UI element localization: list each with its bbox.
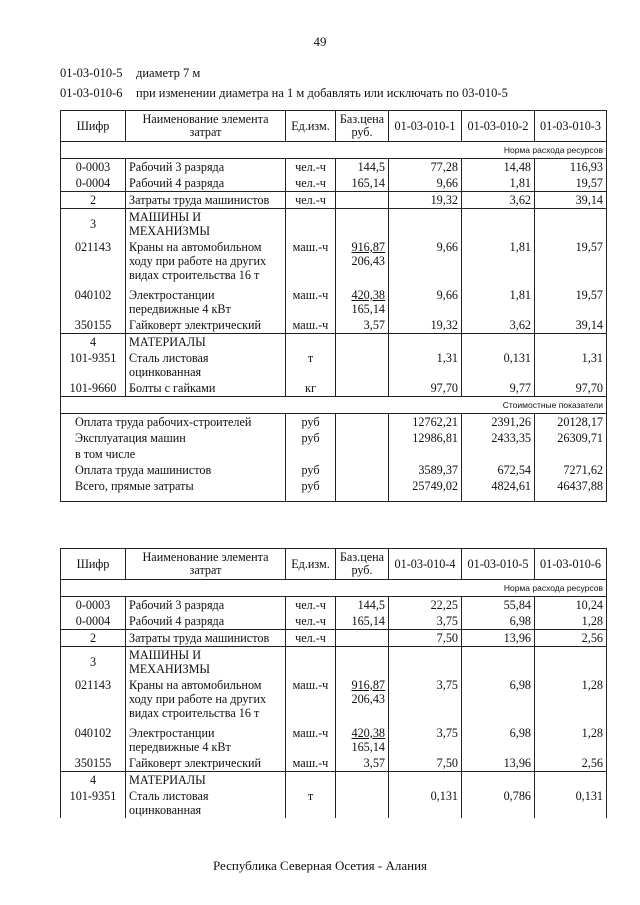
cell-unit: чел.-ч <box>286 613 336 630</box>
table-row <box>61 721 607 755</box>
cell-unit: чел.-ч <box>286 630 336 647</box>
cell-unit <box>286 772 336 789</box>
cell-value: 2,56 <box>535 755 607 772</box>
summary-label: в том числе <box>61 446 286 462</box>
cell-name <box>126 350 286 380</box>
cell-price <box>336 630 389 647</box>
name-line: Сталь листовая <box>129 351 209 365</box>
cell-name: Рабочий 3 разряда <box>126 597 286 614</box>
note-line <box>60 66 200 81</box>
summary-value: 12986,81 <box>389 430 462 446</box>
table-row <box>61 677 607 721</box>
price-line: 206,43 <box>351 254 385 268</box>
cell-value: 97,70 <box>389 380 462 397</box>
cell-price <box>336 446 389 462</box>
cell-value: 116,93 <box>535 159 607 176</box>
header-col-1: 01-03-010-1 <box>389 111 462 142</box>
table-row <box>61 192 607 209</box>
cell-unit: маш.-ч <box>286 677 336 721</box>
cell-value: 9,77 <box>462 380 535 397</box>
table-row <box>61 209 607 240</box>
name-line: Электростанции <box>129 288 215 302</box>
cell-unit <box>286 334 336 351</box>
table-row <box>61 755 607 772</box>
summary-row <box>61 478 607 502</box>
cell-unit: маш.-ч <box>286 317 336 334</box>
table-row <box>61 159 607 176</box>
cell-name: Затраты труда машинистов <box>126 192 286 209</box>
cell-price <box>336 462 389 478</box>
summary-label: Оплата труда машинистов <box>61 462 286 478</box>
table-row <box>61 350 607 380</box>
section-title-line: МЕХАНИЗМЫ <box>129 224 211 238</box>
cell-value <box>389 647 462 678</box>
cell-code: 0-0004 <box>61 175 126 192</box>
cell-value: 39,14 <box>535 192 607 209</box>
cell-unit: маш.-ч <box>286 755 336 772</box>
price-line: 165,14 <box>351 740 385 754</box>
name-line: передвижные 4 кВт <box>129 740 231 754</box>
cell-name: МАТЕРИАЛЫ <box>126 334 286 351</box>
cell-code: 350155 <box>61 755 126 772</box>
cell-value: 0,131 <box>462 350 535 380</box>
summary-value: 12762,21 <box>389 414 462 431</box>
cell-value <box>462 209 535 240</box>
page-number: 49 <box>313 34 327 49</box>
cell-value: 3,75 <box>389 613 462 630</box>
summary-value <box>462 446 535 462</box>
cell-name: Гайковерт электрический <box>126 317 286 334</box>
cost-band-row <box>61 397 607 414</box>
cell-value: 19,57 <box>535 239 607 283</box>
note-line <box>60 86 508 101</box>
cell-unit: чел.-ч <box>286 159 336 176</box>
summary-value <box>535 446 607 462</box>
note-text: при изменении диаметра на 1 м добавлять или исключать по 03-010-5 <box>136 86 508 100</box>
name-line: Краны на автомобильном <box>129 240 262 254</box>
cell-price <box>336 478 389 502</box>
summary-value: 672,54 <box>462 462 535 478</box>
table-row <box>61 317 607 334</box>
cell-price <box>336 192 389 209</box>
summary-value: 20128,17 <box>535 414 607 431</box>
cell-price <box>336 647 389 678</box>
cell-code: 0-0004 <box>61 613 126 630</box>
cell-code: 3 <box>61 647 126 678</box>
price-line: 916,87 <box>351 240 385 254</box>
summary-unit: руб <box>286 478 336 502</box>
cell-value: 19,32 <box>389 317 462 334</box>
cell-code: 101-9351 <box>61 350 126 380</box>
summary-unit: руб <box>286 462 336 478</box>
cell-name: Рабочий 3 разряда <box>126 159 286 176</box>
summary-label: Всего, прямые затраты <box>61 478 286 502</box>
cell-value: 13,96 <box>462 630 535 647</box>
cell-name <box>126 283 286 317</box>
cell-value: 3,62 <box>462 192 535 209</box>
cell-value: 97,70 <box>535 380 607 397</box>
cell-price <box>336 430 389 446</box>
cell-value: 9,66 <box>389 239 462 283</box>
cell-code: 101-9660 <box>61 380 126 397</box>
summary-value: 26309,71 <box>535 430 607 446</box>
cell-value <box>389 334 462 351</box>
cell-code: 0-0003 <box>61 159 126 176</box>
resource-table-2 <box>60 548 607 818</box>
cell-value: 7,50 <box>389 755 462 772</box>
cell-code: 040102 <box>61 721 126 755</box>
table-row <box>61 283 607 317</box>
cell-name: Рабочий 4 разряда <box>126 613 286 630</box>
name-line: оцинкованная <box>129 365 202 379</box>
cell-value <box>462 334 535 351</box>
cell-unit: чел.-ч <box>286 597 336 614</box>
cell-price <box>336 350 389 380</box>
cell-code: 2 <box>61 630 126 647</box>
price-line: 206,43 <box>351 692 385 706</box>
resource-table-1 <box>60 110 607 502</box>
header-name: Наименование элемента затрат <box>126 549 286 580</box>
header-price: Баз.цена руб. <box>336 111 389 142</box>
cell-unit <box>286 209 336 240</box>
cell-code: 350155 <box>61 317 126 334</box>
cell-price <box>336 239 389 283</box>
cell-value: 55,84 <box>462 597 535 614</box>
cell-value: 3,75 <box>389 677 462 721</box>
note-text: диаметр 7 м <box>136 66 201 80</box>
table-row <box>61 380 607 397</box>
norm-band-row <box>61 142 607 159</box>
table-row <box>61 613 607 630</box>
cell-value: 77,28 <box>389 159 462 176</box>
summary-unit: руб <box>286 414 336 431</box>
page-footer: Республика Северная Осетия - Алания <box>212 858 428 873</box>
summary-row <box>61 462 607 478</box>
cell-unit: маш.-ч <box>286 239 336 283</box>
cell-value: 19,57 <box>535 175 607 192</box>
price-line: 420,38 <box>351 288 385 302</box>
cell-value: 3,75 <box>389 721 462 755</box>
header-col-3: 01-03-010-6 <box>535 549 607 580</box>
cell-value: 1,28 <box>535 613 607 630</box>
cell-value <box>535 772 607 789</box>
table-row <box>61 772 607 789</box>
cell-price <box>336 677 389 721</box>
cell-price <box>336 721 389 755</box>
section-title-line: МЕХАНИЗМЫ <box>129 662 211 676</box>
cell-code: 021143 <box>61 239 126 283</box>
cell-code: 021143 <box>61 677 126 721</box>
cell-value: 6,98 <box>462 721 535 755</box>
norm-label: Норма расхода ресурсов <box>61 142 607 159</box>
summary-value: 25749,02 <box>389 478 462 502</box>
cell-value: 1,81 <box>462 175 535 192</box>
cost-label: Стоимостные показатели <box>61 397 607 414</box>
cell-price <box>336 788 389 818</box>
summary-row <box>61 446 607 462</box>
cell-name <box>126 239 286 283</box>
header-col-1: 01-03-010-4 <box>389 549 462 580</box>
cell-value <box>462 772 535 789</box>
cell-unit: т <box>286 350 336 380</box>
cell-code: 0-0003 <box>61 597 126 614</box>
cell-price <box>336 283 389 317</box>
cell-value: 19,32 <box>389 192 462 209</box>
cell-value: 9,66 <box>389 283 462 317</box>
section-title-line: МАШИНЫ И <box>129 648 202 662</box>
summary-value: 2391,26 <box>462 414 535 431</box>
summary-value <box>389 446 462 462</box>
name-line: Краны на автомобильном <box>129 678 262 692</box>
cell-value: 6,98 <box>462 613 535 630</box>
cell-value <box>535 209 607 240</box>
summary-value: 2433,35 <box>462 430 535 446</box>
cell-name <box>126 788 286 818</box>
cell-value: 22,25 <box>389 597 462 614</box>
cell-value <box>462 647 535 678</box>
cell-code: 4 <box>61 772 126 789</box>
cell-price <box>336 380 389 397</box>
cell-price <box>336 414 389 431</box>
cell-name: МАТЕРИАЛЫ <box>126 772 286 789</box>
cell-value: 1,81 <box>462 283 535 317</box>
summary-value: 4824,61 <box>462 478 535 502</box>
cell-price: 3,57 <box>336 755 389 772</box>
cell-unit: маш.-ч <box>286 283 336 317</box>
cell-value: 1,81 <box>462 239 535 283</box>
cell-unit: т <box>286 788 336 818</box>
cell-value: 39,14 <box>535 317 607 334</box>
summary-label: Эксплуатация машин <box>61 430 286 446</box>
cell-value: 7,50 <box>389 630 462 647</box>
price-line: 165,14 <box>351 302 385 316</box>
cell-value: 1,28 <box>535 677 607 721</box>
cell-unit <box>286 647 336 678</box>
cell-code: 101-9351 <box>61 788 126 818</box>
cell-value <box>535 647 607 678</box>
name-line: ходу при работе на других <box>129 692 267 706</box>
cell-value: 2,56 <box>535 630 607 647</box>
cell-price: 165,14 <box>336 613 389 630</box>
cell-unit: маш.-ч <box>286 721 336 755</box>
cell-value: 0,131 <box>535 788 607 818</box>
cell-name <box>126 677 286 721</box>
cell-unit: кг <box>286 380 336 397</box>
cell-value: 10,24 <box>535 597 607 614</box>
cell-value: 1,31 <box>389 350 462 380</box>
name-line: Электростанции <box>129 726 215 740</box>
cell-value <box>389 209 462 240</box>
cell-name: Болты с гайками <box>126 380 286 397</box>
cell-name <box>126 209 286 240</box>
cell-value: 19,57 <box>535 283 607 317</box>
cell-price <box>336 209 389 240</box>
cell-price: 144,5 <box>336 159 389 176</box>
norm-label: Норма расхода ресурсов <box>61 580 607 597</box>
header-col-2: 01-03-010-5 <box>462 549 535 580</box>
cell-value: 6,98 <box>462 677 535 721</box>
header-col-2: 01-03-010-2 <box>462 111 535 142</box>
cell-name: Гайковерт электрический <box>126 755 286 772</box>
cell-name <box>126 647 286 678</box>
cell-value: 14,48 <box>462 159 535 176</box>
table-header-row <box>61 111 607 142</box>
cell-name: Затраты труда машинистов <box>126 630 286 647</box>
cell-price <box>336 772 389 789</box>
summary-value: 46437,88 <box>535 478 607 502</box>
header-code: Шифр <box>61 111 126 142</box>
cell-price <box>336 334 389 351</box>
name-line: оцинкованная <box>129 803 202 817</box>
cell-code: 040102 <box>61 283 126 317</box>
summary-value: 7271,62 <box>535 462 607 478</box>
cell-value: 0,786 <box>462 788 535 818</box>
header-name: Наименование элемента затрат <box>126 111 286 142</box>
table-row <box>61 597 607 614</box>
cell-value: 3,62 <box>462 317 535 334</box>
name-line: видах строительства 16 т <box>129 268 260 282</box>
name-line: Сталь листовая <box>129 789 209 803</box>
price-line: 420,38 <box>351 726 385 740</box>
cell-code: 3 <box>61 209 126 240</box>
cell-value <box>389 772 462 789</box>
name-line: ходу при работе на других <box>129 254 267 268</box>
summary-unit <box>286 446 336 462</box>
cell-price: 144,5 <box>336 597 389 614</box>
cell-value: 0,131 <box>389 788 462 818</box>
cell-code: 4 <box>61 334 126 351</box>
summary-value: 3589,37 <box>389 462 462 478</box>
table-row <box>61 175 607 192</box>
table-row <box>61 630 607 647</box>
header-col-3: 01-03-010-3 <box>535 111 607 142</box>
table-row <box>61 647 607 678</box>
cell-value: 1,28 <box>535 721 607 755</box>
cell-code: 2 <box>61 192 126 209</box>
price-line: 916,87 <box>351 678 385 692</box>
summary-unit: руб <box>286 430 336 446</box>
summary-label: Оплата труда рабочих-строителей <box>61 414 286 431</box>
table-row <box>61 788 607 818</box>
header-unit: Ед.изм. <box>286 549 336 580</box>
cell-name <box>126 721 286 755</box>
note-code: 01-03-010-6 <box>60 86 123 100</box>
header-code: Шифр <box>61 549 126 580</box>
header-unit: Ед.изм. <box>286 111 336 142</box>
name-line: видах строительства 16 т <box>129 706 260 720</box>
note-code: 01-03-010-5 <box>60 66 123 80</box>
cell-value: 9,66 <box>389 175 462 192</box>
cell-value: 1,31 <box>535 350 607 380</box>
section-title-line: МАШИНЫ И <box>129 210 202 224</box>
header-price: Баз.цена руб. <box>336 549 389 580</box>
cell-value: 13,96 <box>462 755 535 772</box>
cell-price: 3,57 <box>336 317 389 334</box>
table-row <box>61 239 607 283</box>
cell-price: 165,14 <box>336 175 389 192</box>
table-row <box>61 334 607 351</box>
cell-value <box>535 334 607 351</box>
cell-unit: чел.-ч <box>286 175 336 192</box>
cell-unit: чел.-ч <box>286 192 336 209</box>
cell-name: Рабочий 4 разряда <box>126 175 286 192</box>
summary-row <box>61 430 607 446</box>
table-header-row <box>61 549 607 580</box>
name-line: передвижные 4 кВт <box>129 302 231 316</box>
summary-row <box>61 414 607 431</box>
norm-band-row <box>61 580 607 597</box>
